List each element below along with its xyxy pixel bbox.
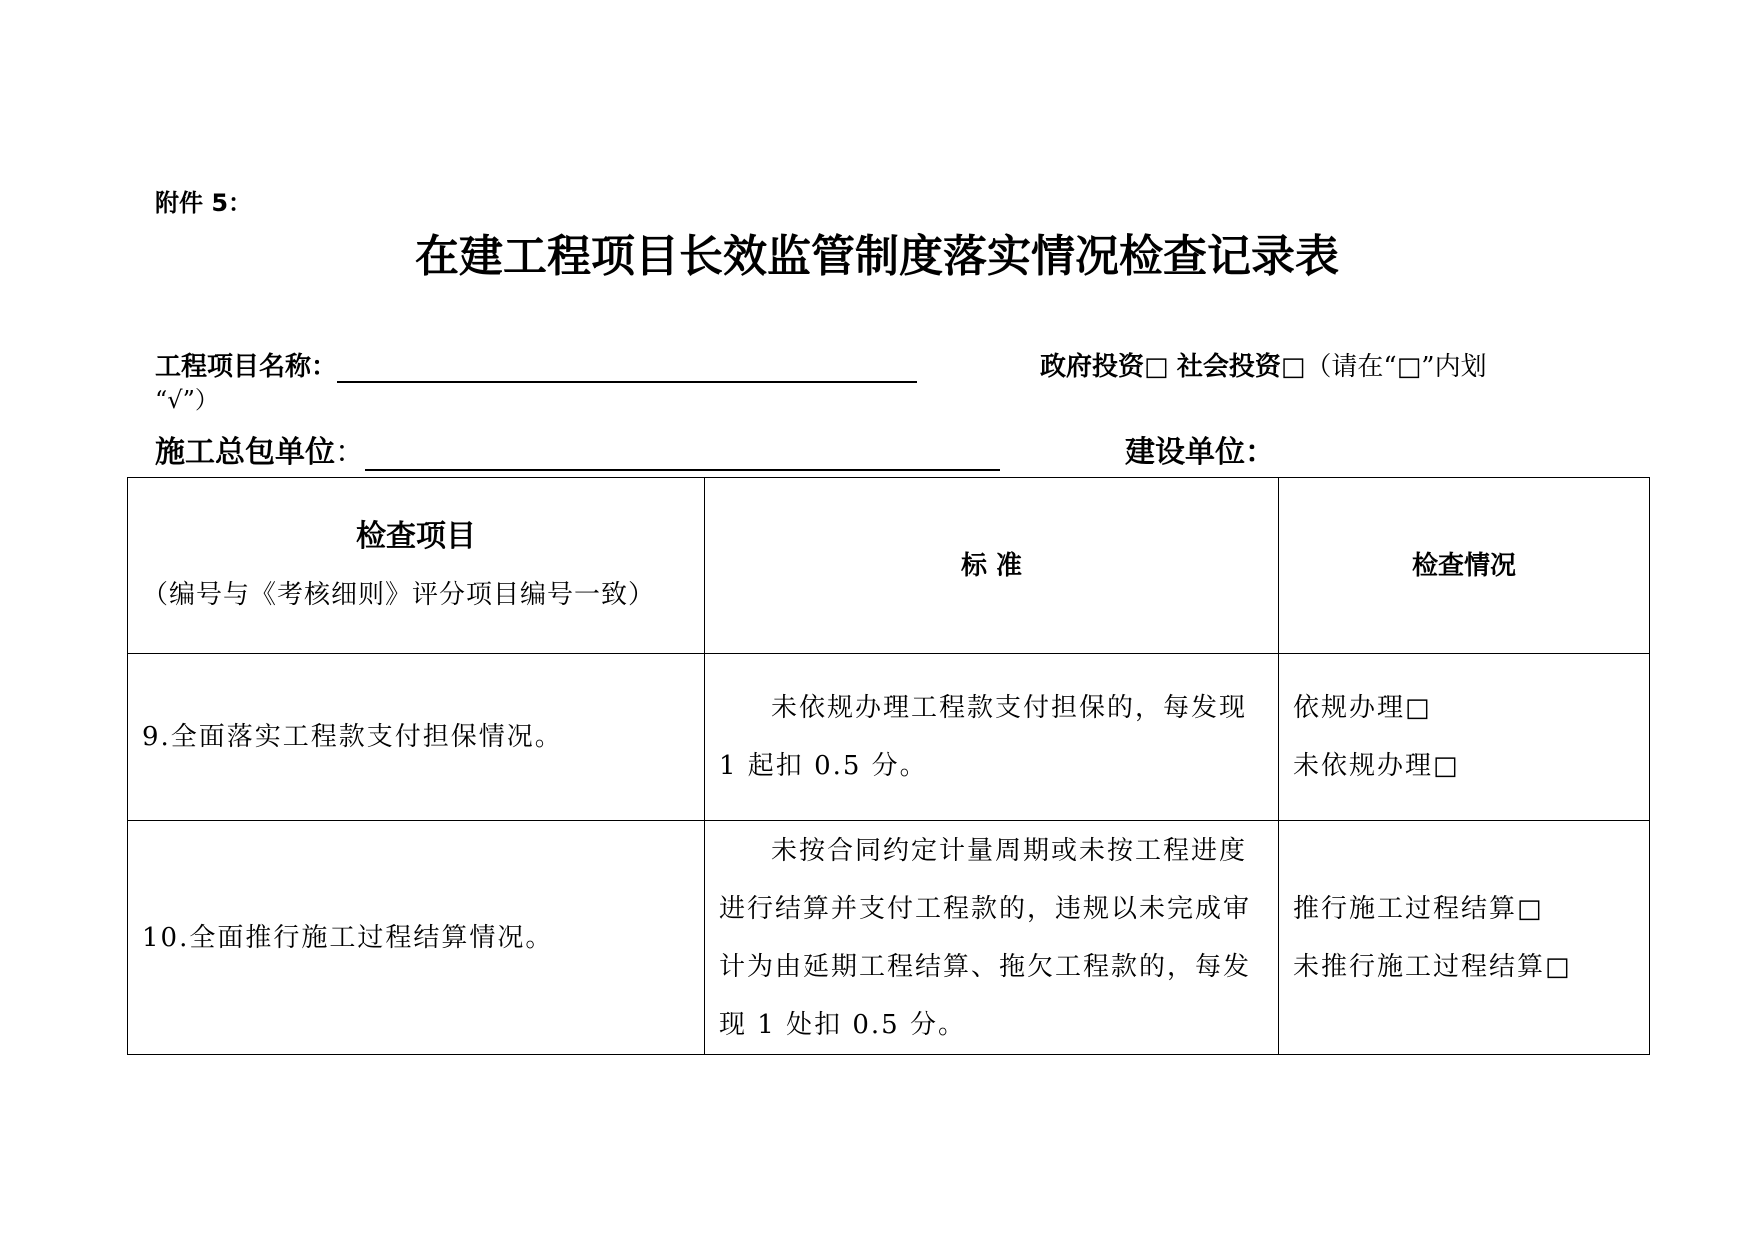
- investment-gov-option[interactable]: 政府投资□: [1040, 352, 1169, 382]
- row-standard: 未依规办理工程款支付担保的，每发现 1 起扣 0.5 分。: [705, 654, 1279, 821]
- investment-social-option[interactable]: 社会投资□: [1176, 352, 1306, 382]
- table-row: [128, 654, 1650, 821]
- investment-note: （请在“□”内划: [1305, 352, 1487, 382]
- project-name-row: [155, 346, 917, 383]
- header-check-status: 检查情况: [1279, 478, 1650, 654]
- row-standard: 未按合同约定计量周期或未按工程进度进行结算并支付工程款的，违规以未完成审计为由延期工程结算、拖欠工程款的，每发现 1 处扣 0.5 分。: [705, 821, 1279, 1055]
- table-row: [128, 821, 1650, 1055]
- check-option[interactable]: 依规办理□: [1293, 693, 1432, 723]
- inspection-table: [127, 477, 1650, 1055]
- builder-label: 建设单位：: [1125, 435, 1275, 470]
- header-check-item-title: 检查项目: [356, 518, 476, 554]
- header-check-item-subtitle: （编号与《考核细则》评分项目编号一致）: [142, 579, 656, 610]
- row-item: 9.全面落实工程款支付担保情况。: [128, 654, 705, 821]
- contractor-label: 施工总包单位: [155, 435, 335, 470]
- row-item: 10.全面推行施工过程结算情况。: [128, 821, 705, 1055]
- project-name-label: 工程项目名称：: [155, 352, 338, 382]
- row-check-options: [1279, 654, 1650, 821]
- check-option[interactable]: 未推行施工过程结算□: [1293, 951, 1572, 982]
- header-check-item: [128, 478, 705, 654]
- contractor-blank[interactable]: [365, 439, 1000, 471]
- investment-type: [1040, 346, 1487, 383]
- page-title: 在建工程项目长效监管制度落实情况检查记录表: [415, 231, 1339, 282]
- project-name-blank[interactable]: [337, 355, 917, 383]
- contractor-colon: ：: [335, 435, 365, 470]
- check-option[interactable]: 推行施工过程结算□: [1293, 893, 1544, 924]
- contractor-row: [155, 427, 1000, 471]
- investment-note-cont: “√”）: [155, 386, 219, 414]
- attachment-label: 附件 5：: [155, 189, 253, 217]
- check-option[interactable]: 未依规办理□: [1293, 751, 1460, 781]
- header-standard: 标 准: [705, 478, 1279, 654]
- row-check-options: [1279, 821, 1650, 1055]
- table-header-row: [128, 478, 1650, 654]
